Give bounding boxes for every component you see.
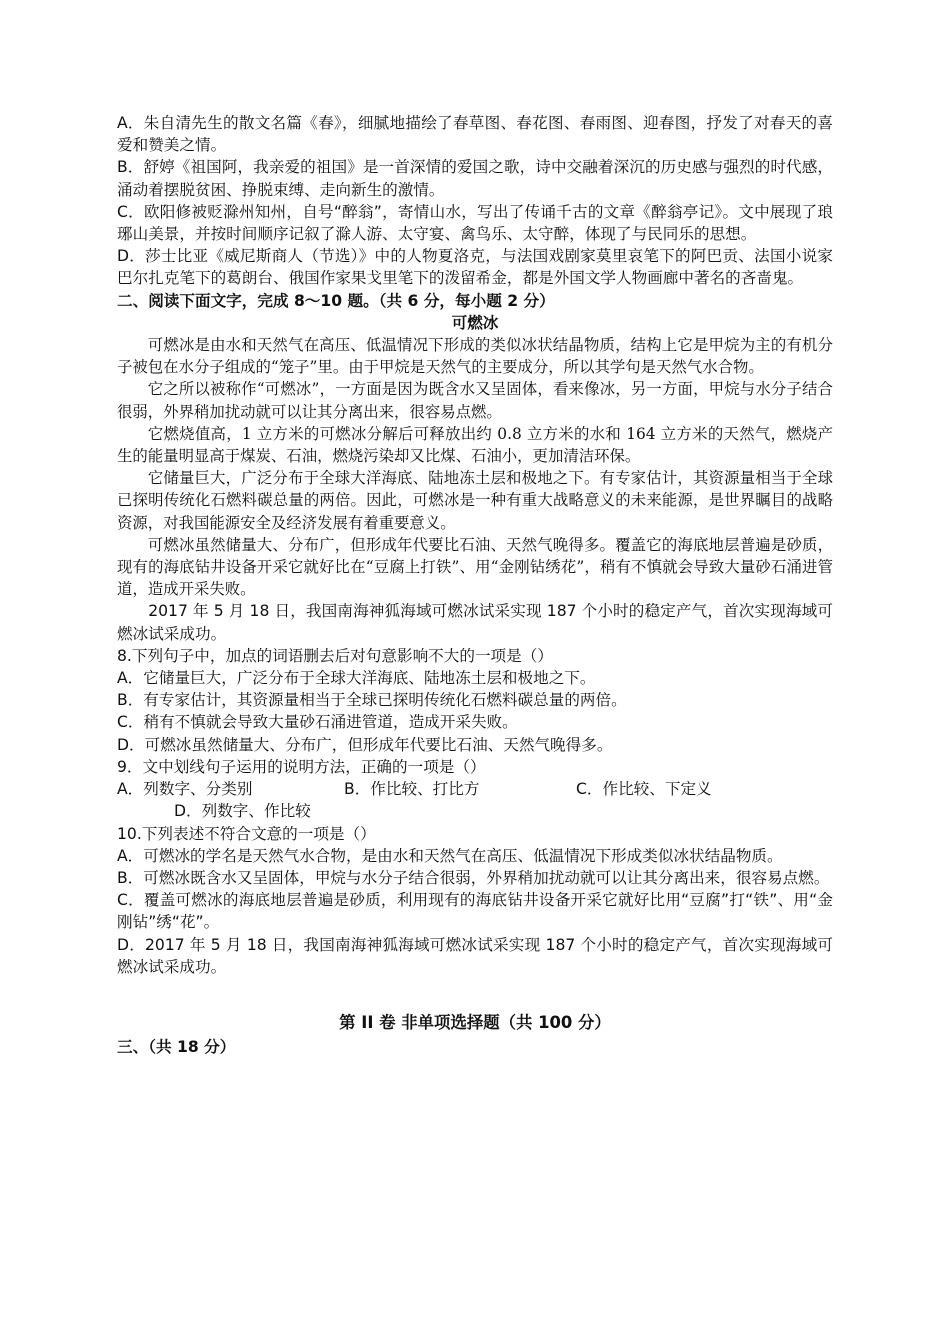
section3-heading: 三、（共 18 分） [117, 1038, 236, 1057]
section2-heading: 二、阅读下面文字，完成 8～10 题。（共 6 分，每小题 2 分） [117, 291, 555, 310]
prev-option-b: B．舒婷《祖国阿，我亲爱的祖国》是一首深情的爱国之歌，诗中交融着深沉的历史感与强烈的时代感，涌动着摆脱贫困、挣脱束缚、走向新生的激情。 [117, 158, 833, 199]
article-paragraph-3: 它燃烧值高，1 立方米的可燃冰分解后可释放出约 0.8 立方米的水和 164 立方米的天然气，燃烧产生的能量明显高于煤炭、石油，燃烧污染却又比煤、石油小，更加清洁环保。 [117, 424, 833, 466]
prev-option-a: A．朱自清先生的散文名篇《春》，细腻地描绘了春草图、春花图、春雨图、迎春图，抒发了对春天的喜爱和赞美之情。 [117, 114, 833, 155]
q10-option-c: C．覆盖可燃冰的海底地层普遍是砂质，利用现有的海底钻井设备开采它就好比用“豆腐”打“铁”、用“金刚钻”绣“花”。 [117, 891, 833, 932]
prev-option-d: D．莎士比亚《威尼斯商人（节选）》中的人物夏洛克，与法国戏剧家莫里哀笔下的阿巴贡、法国小说家巴尔扎克笔下的葛朗台、俄国作家果戈里笔下的泼留希金，都是外国文学人物画廊中著名的吝啬鬼。 [117, 247, 833, 288]
q10-option-d: D．2017 年 5 月 18 日，我国南海神狐海域可燃冰试采实现 187 个小时的稳定产气，首次实现海域可燃冰试采成功。 [117, 935, 833, 976]
q8-option-b: B．有专家估计，其资源量相当于全球已探明传统化石燃料碳总量的两倍。 [117, 691, 627, 710]
article-paragraph-6: 2017 年 5 月 18 日，我国南海神狐海域可燃冰试采实现 187 个小时的稳定产气，首次实现海域可燃冰试采成功。 [117, 602, 833, 643]
q8-stem: 8.下列句子中，加点的词语删去后对句意影响不大的一项是（） [117, 646, 553, 665]
q10-option-a: A．可燃冰的学名是天然气水合物，是由水和天然气在高压、低温情况下形成类似冰状结晶物质。 [117, 846, 783, 865]
part2-heading: 第 II 卷 非单项选择题（共 100 分） [339, 1012, 611, 1032]
article-title: 可燃冰 [451, 313, 499, 332]
q10-option-b: B．可燃冰既含水又呈固体，甲烷与水分子结合很弱，外界稍加扰动就可以让其分离出来，很容易点燃。 [117, 868, 830, 887]
q9-option-c: C．作比较、下定义 [576, 780, 712, 799]
article-paragraph-5: 可燃冰虽然储量大、分布广，但形成年代要比石油、天然气晚得多。覆盖它的海底地层普遍是砂质，现有的海底钻井设备开采它就好比在“豆腐上打铁”、用“金刚钻绣花”，稍有不慎就会导致大量砂石涌进管道，造成开采失败。 [117, 535, 833, 599]
q9-option-d: D．列数字、作比较 [174, 802, 311, 821]
prev-option-c: C．欧阳修被贬滁州知州，自号“醉翁”，寄情山水，写出了传诵千古的文章《醉翁亭记》。文中展现了琅琊山美景，并按时间顺序记叙了滁人游、太守宴、禽鸟乐、太守醉，体现了与民同乐的思想。 [117, 202, 833, 244]
article-paragraph-1: 可燃冰是由水和天然气在高压、低温情况下形成的类似冰状结晶物质，结构上它是甲烷为主的有机分子被包在水分子组成的“笼子”里。由于甲烷是天然气的主要成分，所以其学句是天然气水合物。 [117, 336, 833, 377]
q10-stem: 10.下列表述不符合文意的一项是（） [117, 824, 376, 843]
exam-page [117, 112, 833, 1058]
article-paragraph-2: 它之所以被称作“可燃冰”，一方面是因为既含水又呈固体，看来像冰，另一方面，甲烷与水分子结合很弱，外界稍加扰动就可以让其分离出来，很容易点燃。 [117, 380, 833, 421]
q9-stem: 9．文中划线句子运用的说明方法，正确的一项是（） [117, 757, 486, 776]
article-paragraph-4: 它储量巨大，广泛分布于全球大洋海底、陆地冻土层和极地之下。有专家估计，其资源量相当于全球已探明传统化石燃料碳总量的两倍。因此，可燃冰是一种有重大战略意义的未来能源，是世界瞩目的战略资源，对我国能源安全及经济发展有着重要意义。 [117, 469, 833, 532]
q8-option-c: C．稍有不慎就会导致大量砂石涌进管道，造成开采失败。 [117, 713, 518, 732]
q8-option-a: A．它储量巨大，广泛分布于全球大洋海底、陆地冻土层和极地之下。 [117, 669, 596, 688]
q8-option-d: D．可燃冰虽然储量大、分布广，但形成年代要比石油、天然气晚得多。 [117, 735, 613, 754]
q9-options-row [117, 778, 833, 800]
q9-option-b: B．作比较、打比方 [344, 780, 480, 799]
q9-option-a: A．列数字、分类别 [117, 780, 253, 799]
